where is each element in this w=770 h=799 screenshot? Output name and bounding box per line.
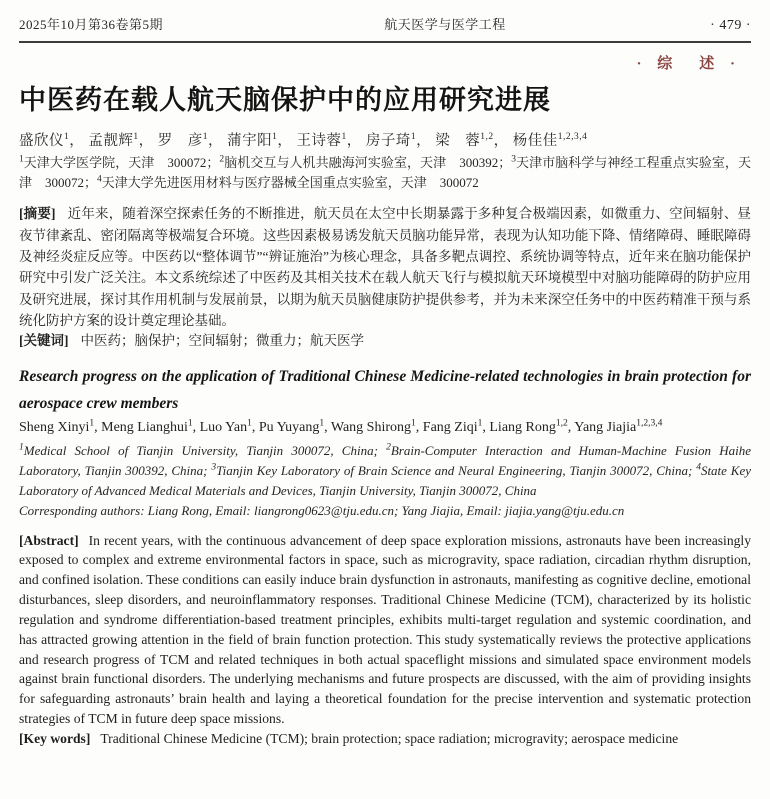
keywords-label-zh: [关键词] [19,333,69,349]
affiliation-superscript: 4 [97,174,102,185]
author-superscript: 1 [89,418,95,429]
affiliation-superscript: 1 [19,442,24,453]
author: 蒲宇阳$^1$， [227,132,293,150]
affiliation: $^3$Tianjin Key Laboratory of Brain Science and Neural Engineering, Tianjin 300072, China; [211,462,697,479]
affiliation: $^3$天津市脑科学与神经工程重点实验室，天津 300072； [19,155,751,190]
author: 杨佳佳$^{1,2,3,4}$ [512,132,588,150]
author: Yang Jiajia$^{1,2,3,4}$ [574,418,663,435]
author: Meng Lianghui$^1$, [101,418,200,435]
affiliation-superscript: 2 [219,155,225,166]
author-superscript: 1 [133,132,139,143]
affiliation: $^4$天津大学先进医用材料与医疗器械全国重点实验室，天津 300072 [97,174,479,190]
affiliation-superscript: 2 [386,442,391,453]
author: Luo Yan$^1$, [199,418,259,435]
affiliations-zh [19,153,751,192]
keywords-label-en: [Key words] [19,730,91,746]
header-divider [19,41,751,43]
author-superscript: 1 [319,418,325,429]
affiliation-superscript: 3 [211,462,217,473]
author: Sheng Xinyi$^1$, [19,418,102,435]
keywords-zh [19,331,751,352]
keywords-en [19,729,751,749]
author-superscript: 1,2 [555,418,568,429]
issue-info: 2025年10月第36卷第5期 [19,17,164,32]
journal-name: 航天医学与医学工程 [384,17,506,32]
author-superscript: 1 [477,418,483,429]
abstract-label-en: [Abstract] [19,532,79,548]
author-superscript: 1 [247,418,252,429]
author: Liang Rong$^{1,2}$, [489,418,575,435]
article-title-en: Research progress on the application of Traditional Chinese Medicine-related technologies in brain protection for aerospace crew members [19,368,751,412]
author-superscript: 1 [187,418,193,429]
author: 盛欣仪$^1$， [19,132,85,150]
author-superscript: 1 [341,132,347,143]
author-superscript: 1,2,3,4 [636,418,663,429]
author: 孟靓辉$^1$， [88,132,154,150]
affiliation-superscript: 3 [511,155,516,166]
author-superscript: 1 [272,132,278,143]
affiliation: $^4$State Key Laboratory of Advanced Medical Materials and Devices, Tianjin University, Tianjin 300072, China [19,462,751,499]
author: Wang Shirong$^1$, [330,418,423,435]
affiliation: $^2$Brain-Computer Interaction and Human-Machine Fusion Haihe Laboratory, Tianjin 300392, China; [19,442,751,479]
authors-en [19,420,751,441]
author-superscript: 1 [64,132,70,143]
section-tag: · 综 述 · [636,56,741,72]
running-head [19,14,751,34]
affiliation: $^1$天津大学医学院，天津 300072； [19,155,220,171]
page-number: · 479 · [710,18,751,33]
authors-zh [19,129,751,150]
author-superscript: 1,2 [480,132,494,143]
author-superscript: 1 [202,132,208,143]
author-superscript: 1 [410,132,417,143]
author: 房子琦$^1$， [365,132,432,150]
affiliations-en [19,441,751,501]
author: 梁 蓉$^{1,2}$， [435,132,509,150]
affiliation-superscript: 4 [696,462,701,473]
article-title-zh: 中医药在载人航天脑保护中的应用研究进展 [19,85,551,115]
author-superscript: 1 [411,418,416,429]
affiliation-superscript: 1 [19,155,24,166]
affiliation: $^2$脑机交互与人机共融海河实验室，天津 300392； [219,155,512,171]
abstract-en [19,531,751,729]
affiliation: $^1$Medical School of Tianjin University, Tianjin 300072, China; [19,442,387,458]
abstract-text-zh: 近年来，随着深空探索任务的不断推进，航天员在太空中长期暴露于多种复合极端因素，如微重力、空间辐射、昼夜节律紊乱、密闭隔离等极端复合环境。这些因素极易诱发航天员脑功能异常，表现为认知功能下降、情绪障碍、睡眠障碍及神经炎症反应等。中医药以“整体调节”“辨证施治”为核心理念，具备多靶点调控、系统协调等特点，近年来在脑功能保护研究中引发广泛关注。本文系统综述了中医药及其相关技术在载人航天飞行与模拟航天环境模型中对脑功能障碍的防护应用及研究进展，探讨其作用机制与发展前景，以期为航天员脑健康防护提供参考，并为未来深空任务中的中医药精准干预与系统化防护方案的设计奠定理论基础。 [19,206,752,329]
author-superscript: 1,2,3,4 [557,132,588,143]
keywords-text-zh: 中医药；脑保护；空间辐射；微重力；航天医学 [80,333,364,349]
author: Pu Yuyang$^1$, [258,418,331,435]
abstract-text-en: In recent years, with the continuous advancement of deep space exploration missions, astronauts have been increasingly exposed to complex and extreme environmental factors in space, such as microgravity, space radiation, circadian rhythm disruption, and confined isolation. These conditions can easily induce brain dysfunction in astronauts, manifesting as cognitive decline, emotional disturbances, sleep disorders, and neuroinflammatory responses. Traditional Chinese Medicine (TCM), characterized by its holistic regulation and syndrome differentiation-based treatment principles, exhibits multi-target regulation and systemic coordination, and has attracted growing attention in the field of brain function protection. This study systematically reviews the protective applications and research progress of TCM and related techniques in both actual spaceflight missions and simulated space environment models against brain functional disorders. The underlying mechanisms and future prospects are discussed, with the aim of providing insights for safeguarding astronauts’ brain health and laying a theoretical foundation for the precise intervention and systematic protection strategies of TCM in future deep space missions. [19,532,751,727]
author: Fang Ziqi$^1$, [422,418,490,435]
corresponding-authors: Corresponding authors: Liang Rong, Email: liangrong0623@tju.edu.cn; Yang Jiajia, Email: jiajia.yang@tju.edu.cn [19,503,625,519]
abstract-label-zh: [摘要] [19,206,56,222]
abstract-zh [19,203,751,331]
author: 罗 彦$^1$， [157,132,223,150]
keywords-text-en: Traditional Chinese Medicine (TCM); brain protection; space radiation; microgravity; aerospace medicine [100,730,679,746]
author: 王诗蓉$^1$， [296,132,362,150]
